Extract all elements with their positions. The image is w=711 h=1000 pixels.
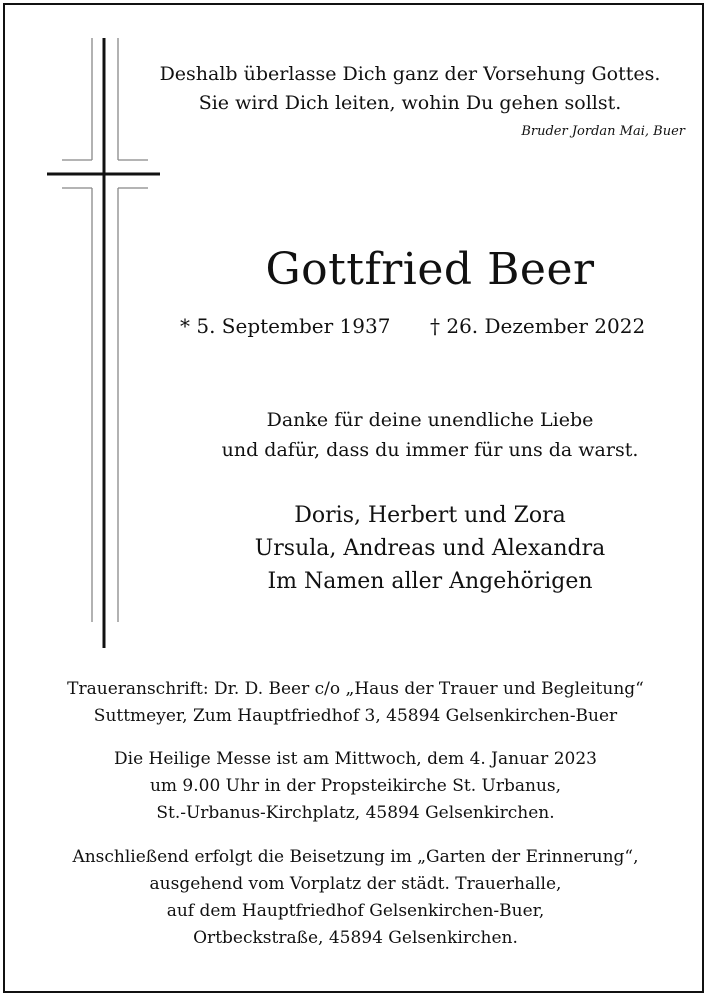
family-line: Im Namen aller Angehörigen bbox=[267, 569, 593, 594]
burial-info bbox=[0, 844, 711, 952]
mass-line: Die Heilige Messe ist am Mittwoch, dem 4. Januar 2023 bbox=[114, 749, 597, 769]
thanks-text bbox=[140, 405, 711, 465]
family-line: Ursula, Andreas und Alexandra bbox=[254, 536, 606, 561]
mass-line: St.-Urbanus-Kirchplatz, 45894 Gelsenkirchen. bbox=[156, 803, 555, 823]
death-date: † 26. Dezember 2022 bbox=[430, 314, 646, 338]
mourning-address bbox=[0, 676, 711, 730]
family-signature bbox=[140, 499, 711, 598]
birth-date: * 5. September 1937 bbox=[180, 314, 391, 338]
address-line: Traueranschrift: Dr. D. Beer c/o „Haus der Trauer und Begleitung“ bbox=[67, 679, 644, 699]
mass-line: um 9.00 Uhr in der Propsteikirche St. Urbanus, bbox=[149, 776, 562, 796]
burial-line: Ortbeckstraße, 45894 Gelsenkirchen. bbox=[193, 928, 518, 948]
family-line: Doris, Herbert und Zora bbox=[294, 503, 566, 528]
thanks-line: und dafür, dass du immer für uns da warst. bbox=[221, 439, 639, 461]
motto-line: Sie wird Dich leiten, wohin Du gehen sollst. bbox=[198, 92, 622, 114]
motto-quote bbox=[140, 60, 680, 118]
burial-line: ausgehend vom Vorplatz der städt. Trauerhalle, bbox=[149, 874, 562, 894]
deceased-name: Gottfried Beer bbox=[265, 244, 595, 295]
motto-line: Deshalb überlasse Dich ganz der Vorsehung Gottes. bbox=[159, 63, 661, 85]
burial-line: auf dem Hauptfriedhof Gelsenkirchen-Buer, bbox=[166, 901, 545, 921]
mass-info bbox=[0, 746, 711, 827]
burial-line: Anschließend erfolgt die Beisetzung im „Garten der Erinnerung“, bbox=[72, 847, 639, 867]
thanks-line: Danke für deine unendliche Liebe bbox=[266, 409, 594, 431]
address-line: Suttmeyer, Zum Hauptfriedhof 3, 45894 Gelsenkirchen-Buer bbox=[93, 706, 618, 726]
motto-author: Bruder Jordan Mai, Buer bbox=[521, 124, 685, 139]
